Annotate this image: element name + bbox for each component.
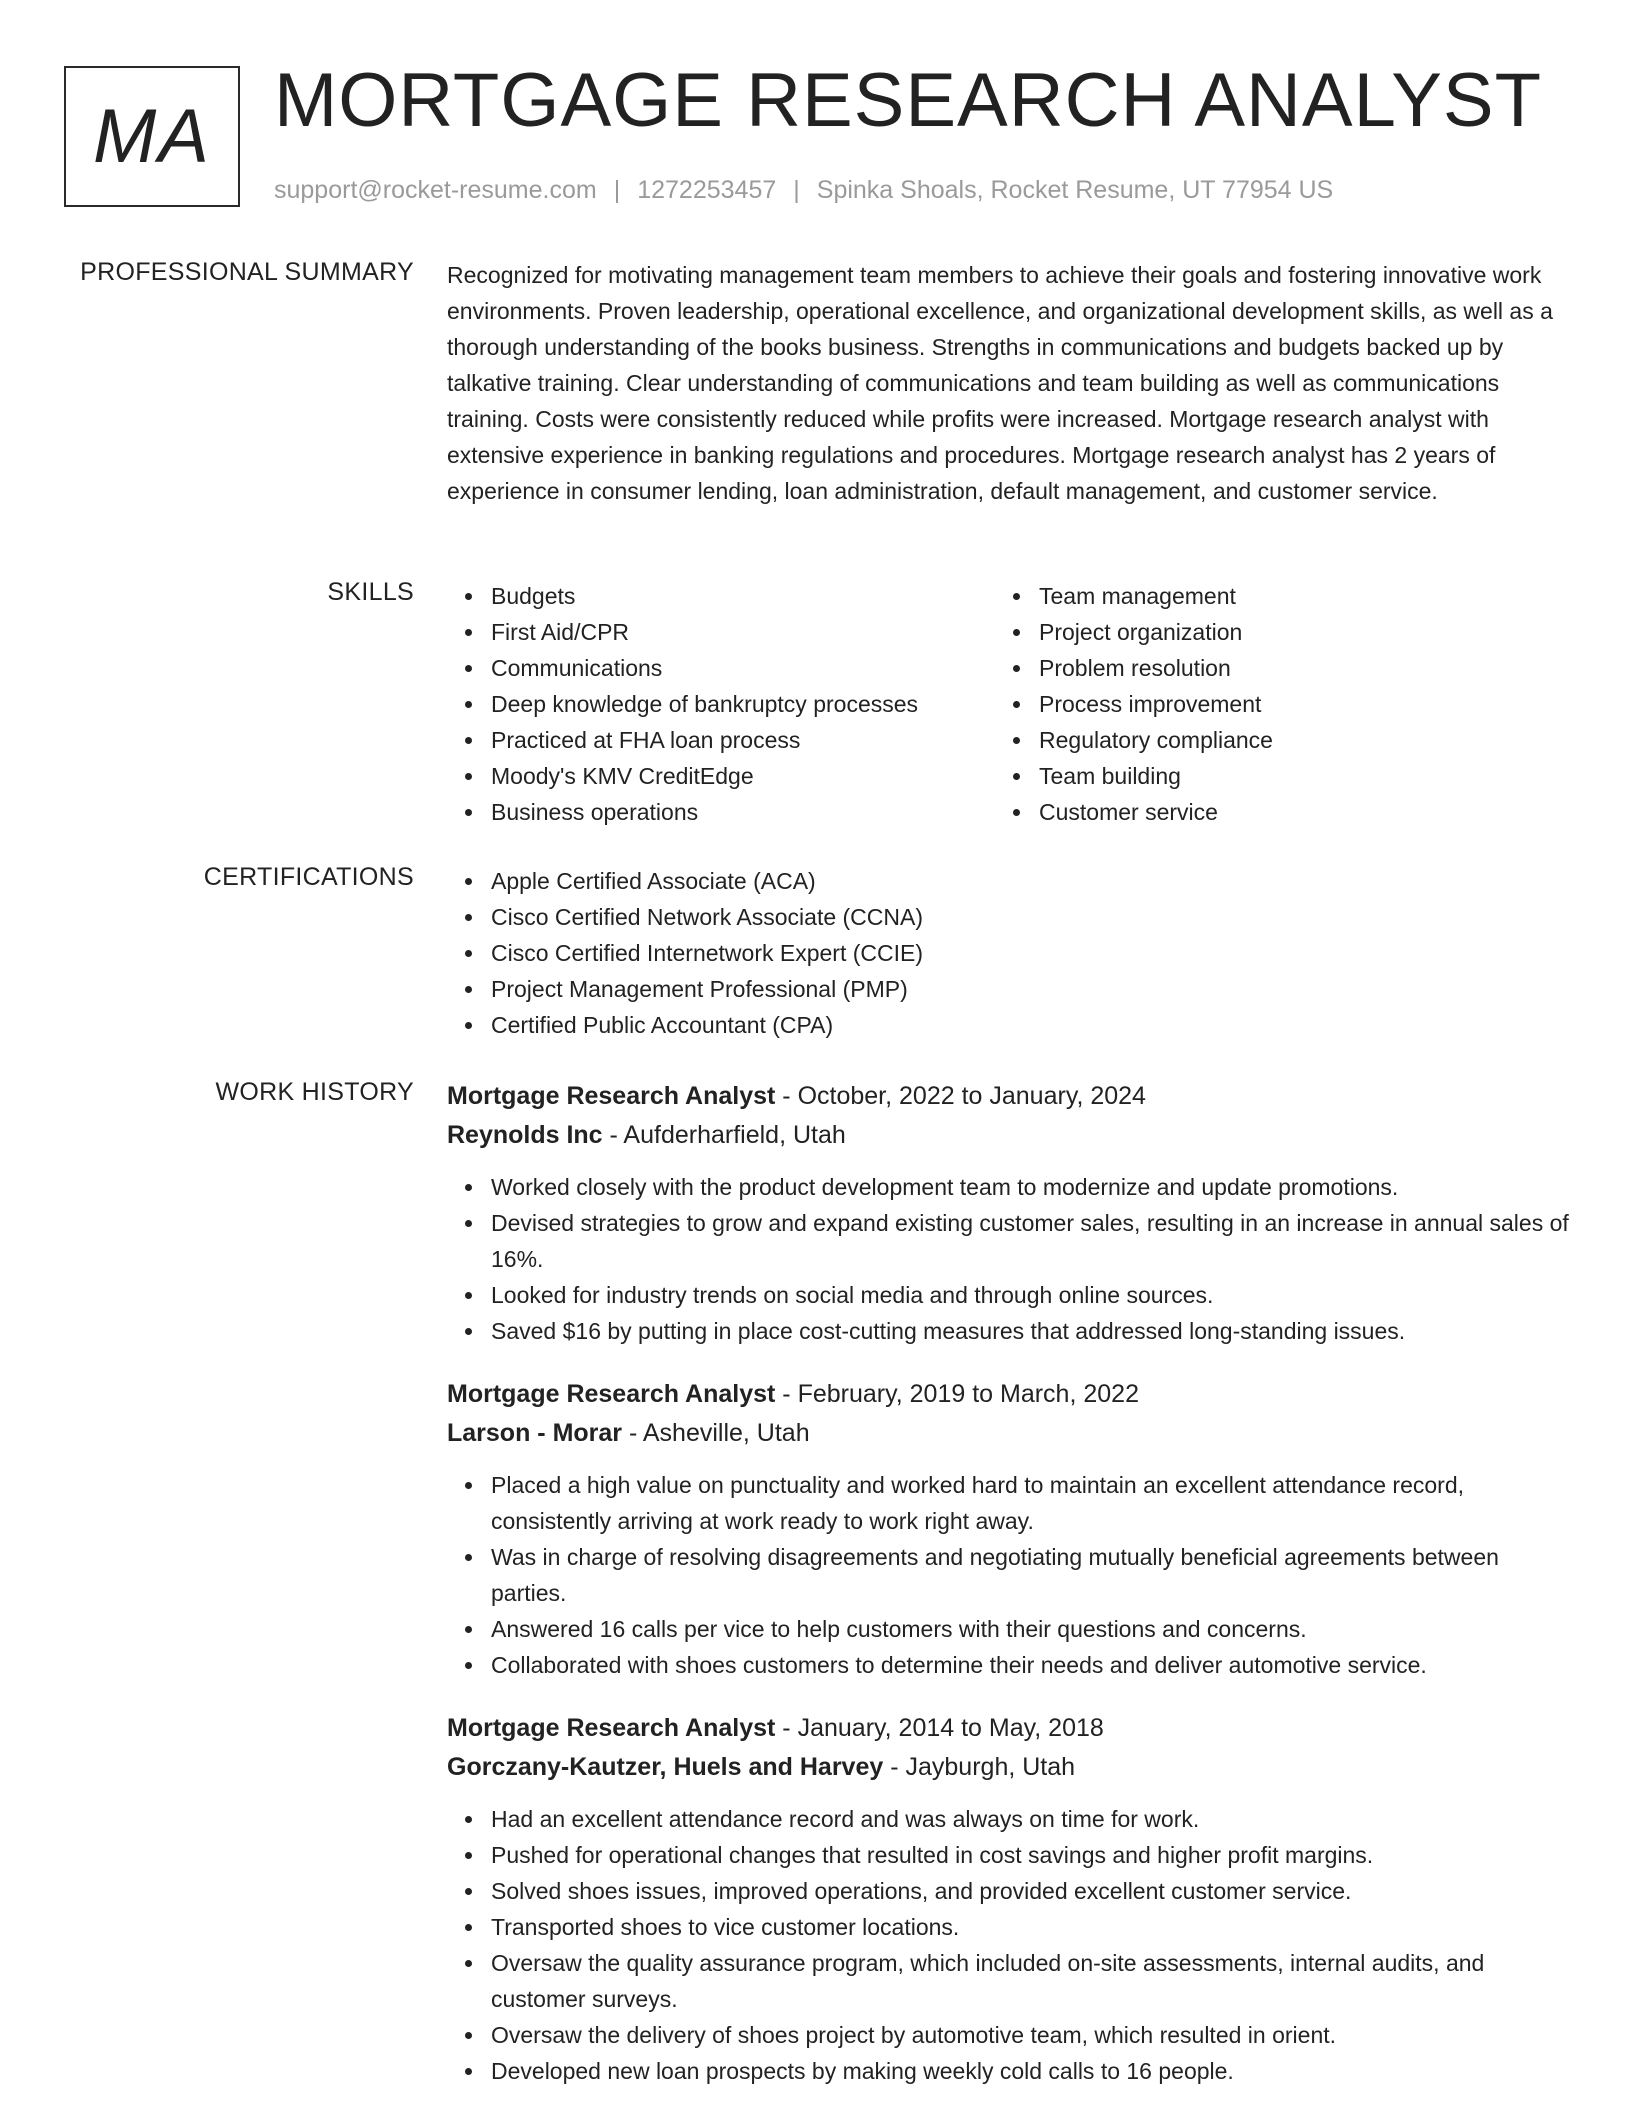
job-title-line — [447, 1077, 1569, 1116]
job-title: Mortgage Research Analyst — [447, 1380, 776, 1408]
skill-item: First Aid/CPR — [447, 614, 995, 650]
certification-item: Project Management Professional (PMP) — [447, 971, 1569, 1007]
job-dates: - January, 2014 to May, 2018 — [775, 1714, 1104, 1742]
skill-item: Moody's KMV CreditEdge — [447, 758, 995, 794]
job-company-line — [447, 1116, 1569, 1155]
certification-item: Cisco Certified Internetwork Expert (CCIE) — [447, 935, 1569, 971]
job-bullet: Worked closely with the product development team to modernize and update promotions. — [447, 1169, 1569, 1205]
job-entry — [447, 1077, 1569, 1349]
skill-item: Business operations — [447, 794, 995, 830]
monogram-initials: MA — [93, 94, 211, 179]
job-bullets — [447, 1169, 1569, 1349]
job-company-line — [447, 1414, 1569, 1453]
skill-item: Project organization — [995, 614, 1543, 650]
contact-line — [274, 176, 1333, 205]
certification-item: Apple Certified Associate (ACA) — [447, 863, 1569, 899]
job-title-line — [447, 1709, 1569, 1748]
job-company: Reynolds Inc — [447, 1121, 603, 1149]
job-dates: - February, 2019 to March, 2022 — [775, 1380, 1139, 1408]
skill-item: Problem resolution — [995, 650, 1543, 686]
work-body — [447, 1077, 1569, 2089]
skills-list-left — [447, 578, 995, 830]
certification-item: Certified Public Accountant (CPA) — [447, 1007, 1569, 1043]
skill-item: Process improvement — [995, 686, 1543, 722]
resume-title: MORTGAGE RESEARCH ANALYST — [274, 58, 1543, 143]
certifications-list — [447, 863, 1569, 1043]
skill-item: Regulatory compliance — [995, 722, 1543, 758]
job-company: Gorczany-Kautzer, Huels and Harvey — [447, 1753, 884, 1781]
job-bullet: Oversaw the delivery of shoes project by automotive team, which resulted in orient. — [447, 2017, 1569, 2053]
job-bullet: Solved shoes issues, improved operations, and provided excellent customer service. — [447, 1873, 1569, 1909]
job-title: Mortgage Research Analyst — [447, 1082, 776, 1110]
job-bullet: Oversaw the quality assurance program, which included on-site assessments, internal audits, and customer surveys. — [447, 1945, 1569, 2017]
job-location: - Asheville, Utah — [622, 1419, 810, 1447]
job-entry — [447, 1375, 1569, 1683]
job-bullet: Pushed for operational changes that resulted in cost savings and higher profit margins. — [447, 1837, 1569, 1873]
job-bullet: Transported shoes to vice customer locations. — [447, 1909, 1569, 1945]
job-title: Mortgage Research Analyst — [447, 1714, 776, 1742]
skill-item: Practiced at FHA loan process — [447, 722, 995, 758]
skill-item: Team management — [995, 578, 1543, 614]
skills-list-right — [995, 578, 1543, 830]
job-bullet: Developed new loan prospects by making weekly cold calls to 16 people. — [447, 2053, 1569, 2089]
job-bullets — [447, 1467, 1569, 1683]
job-bullet: Had an excellent attendance record and was always on time for work. — [447, 1801, 1569, 1837]
skill-item: Deep knowledge of bankruptcy processes — [447, 686, 995, 722]
job-bullet: Saved $16 by putting in place cost-cutting measures that addressed long-standing issues. — [447, 1313, 1569, 1349]
job-bullets — [447, 1801, 1569, 2089]
job-company: Larson - Morar — [447, 1419, 623, 1447]
job-bullet: Looked for industry trends on social media and through online sources. — [447, 1277, 1569, 1313]
skill-item: Customer service — [995, 794, 1543, 830]
contact-email: support@rocket-resume.com — [274, 176, 597, 204]
contact-address: Spinka Shoals, Rocket Resume, UT 77954 US — [816, 176, 1334, 204]
job-title-line — [447, 1375, 1569, 1414]
work-label: WORK HISTORY — [215, 1078, 414, 1106]
summary-text: Recognized for motivating management team members to achieve their goals and fostering innovative work environments. Proven leadership, operational excellence, and organizational development skills, as well as a thorough understanding of the books business. Strengths in communications and budgets backed up by talkative training. Clear understanding of communications and team building as well as communications training. Costs were consistently reduced while profits were increased. Mortgage research analyst with extensive experience in banking regulations and procedures. Mortgage research analyst has 2 years of experience in consumer lending, loan administration, default management, and customer service. — [447, 262, 1553, 504]
job-bullet: Placed a high value on punctuality and worked hard to maintain an excellent attendance record, consistently arriving at work ready to work right away. — [447, 1467, 1569, 1539]
job-entry — [447, 1709, 1569, 2089]
contact-separator: | — [793, 176, 800, 204]
skill-item: Budgets — [447, 578, 995, 614]
certification-item: Cisco Certified Network Associate (CCNA) — [447, 899, 1569, 935]
skills-label: SKILLS — [327, 578, 414, 606]
monogram — [64, 66, 240, 207]
contact-separator: | — [613, 176, 621, 204]
skill-item: Team building — [995, 758, 1543, 794]
job-dates: - October, 2022 to January, 2024 — [775, 1082, 1146, 1110]
job-location: - Aufderharfield, Utah — [602, 1121, 846, 1149]
job-location: - Jayburgh, Utah — [883, 1753, 1076, 1781]
job-bullet: Was in charge of resolving disagreements and negotiating mutually beneficial agreements between parties. — [447, 1539, 1569, 1611]
job-bullet: Answered 16 calls per vice to help customers with their questions and concerns. — [447, 1611, 1569, 1647]
certifications-body — [447, 863, 1569, 1043]
skills-body — [447, 578, 1569, 830]
contact-phone: 1272253457 — [637, 176, 777, 204]
skill-item: Communications — [447, 650, 995, 686]
certifications-label: CERTIFICATIONS — [203, 863, 414, 891]
job-company-line — [447, 1748, 1569, 1787]
summary-body — [447, 257, 1569, 509]
summary-label: PROFESSIONAL SUMMARY — [80, 258, 414, 286]
job-bullet: Collaborated with shoes customers to determine their needs and deliver automotive service. — [447, 1647, 1569, 1683]
job-bullet: Devised strategies to grow and expand existing customer sales, resulting in an increase in annual sales of 16%. — [447, 1205, 1569, 1277]
